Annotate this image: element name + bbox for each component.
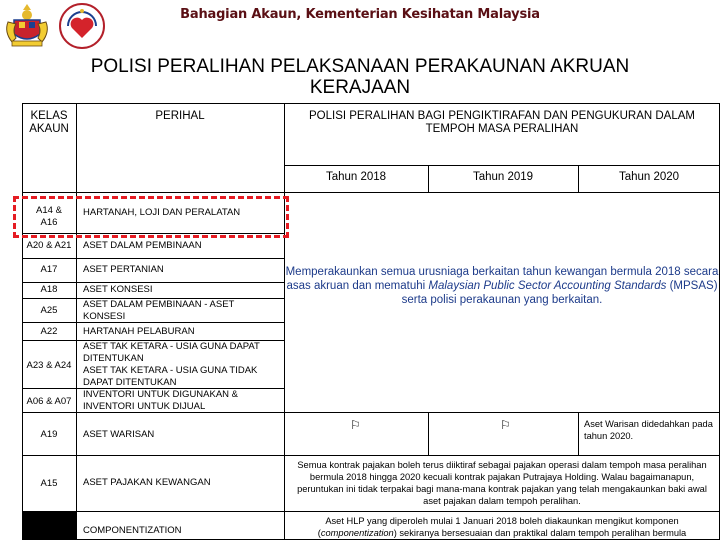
row-kelas-pelaburan: A22 — [40, 326, 58, 337]
warisan-2018-flag-icon: ⚐ — [350, 418, 361, 432]
row-kelas-pajakan: A15 — [40, 478, 58, 489]
row-perihal-pertanian: ASET PERTANIAN — [83, 264, 164, 275]
row-perihal-tak-ketara: ASET TAK KETARA - USIA GUNA DAPAT DITENTUKAN ASET TAK KETARA - USIA GUNA TIDAK DAPAT DITENTUKAN — [83, 341, 260, 388]
componentization-note-part2: ) sekiranya bersesuaian dan praktikal dalam tempoh peralihan bermula — [393, 528, 687, 538]
warisan-2019-flag-icon: ⚐ — [500, 418, 511, 432]
row-perihal-componentization: COMPONENTIZATION — [83, 525, 182, 536]
row-kelas-componentization-filled — [22, 511, 76, 540]
policy-main-text-mpsas: Malaysian Public Sector Accounting Standards — [428, 280, 667, 292]
row-kelas-tak-ketara: A23 & A24 — [26, 360, 72, 371]
row-perihal-pajakan: ASET PAJAKAN KEWANGAN — [83, 477, 211, 488]
row-perihal-pelaburan: HARTANAH PELABURAN — [83, 326, 195, 337]
warisan-2020-note: Aset Warisan didedahkan pada tahun 2020. — [584, 419, 713, 441]
row-kelas-warisan: A19 — [40, 429, 58, 440]
column-header-kelas-akaun: KELAS AKAUN — [29, 110, 69, 135]
row-perihal-konsesi: ASET KONSESI — [83, 284, 153, 295]
page-title-line1: POLISI PERALIHAN PELAKSANAAN PERAKAUNAN AKRUAN — [90, 56, 630, 77]
row-kelas-konsesi: A18 — [40, 284, 58, 295]
pajakan-policy-note: Semua kontrak pajakan boleh terus diiktiraf sebagai pajakan operasi dalam tempoh masa peralihan bermula 2018 hingga 2020 kecuali kontrak pajakan Putrajaya Holding. Walau bagaimanapun, peruntukan ini tidak terpakai bagi mana-mana kontrak pajakan yang telah mengakaunkan baki awal aset pajakan dalam tempoh peralihan. — [297, 460, 707, 506]
column-header-year-2020: Tahun 2020 — [618, 171, 680, 183]
componentization-note-part1: Aset HLP yang diperoleh mulai 1 Januari 2018 boleh diakaunkan mengikut komponen ( — [317, 516, 679, 538]
row-perihal-adp-konsesi: ASET DALAM PEMBINAAN - ASET KONSESI — [83, 299, 235, 322]
page-title — [0, 56, 720, 98]
column-header-perihal: PERIHAL — [155, 110, 205, 122]
row-perihal-hlp: HARTANAH, LOJI DAN PERALATAN — [83, 207, 241, 218]
componentization-policy-note — [290, 515, 714, 539]
column-header-year-2018: Tahun 2018 — [325, 171, 387, 183]
page-title-line2: KERAJAAN — [309, 77, 411, 98]
policy-main-text-part1: Memperakaunkan semua urusniaga berkaitan tahun kewangan bermula 2018 secara asas akruan dan mematuhi — [285, 266, 719, 292]
row-kelas-hlp: A14 & A16 — [36, 205, 62, 228]
header-title: Bahagian Akaun, Kementerian Kesihatan Malaysia — [180, 7, 540, 22]
policy-main-text-part2: (MPSAS) serta polisi perakaunan yang berkaitan. — [401, 280, 718, 306]
row-kelas-inventori: A06 & A07 — [26, 396, 72, 407]
row-kelas-pertanian: A17 — [40, 264, 58, 275]
highlight-box-hlp-row — [13, 196, 289, 238]
row-perihal-inventori: INVENTORI UNTUK DIGUNAKAN & INVENTORI UNTUK DIJUAL — [83, 389, 239, 412]
row-perihal-warisan: ASET WARISAN — [83, 429, 155, 440]
row-kelas-adp-konsesi: A25 — [40, 305, 58, 316]
column-header-polisi: POLISI PERALIHAN BAGI PENGIKTIRAFAN DAN PENGUKURAN DALAM TEMPOH MASA PERALIHAN — [309, 110, 695, 135]
row-perihal-adp: ASET DALAM PEMBINAAN — [83, 240, 202, 251]
policy-main-text — [284, 265, 720, 307]
row-kelas-adp: A20 & A21 — [26, 240, 72, 251]
componentization-note-italic: componentization — [320, 528, 394, 538]
column-header-year-2019: Tahun 2019 — [472, 171, 534, 183]
